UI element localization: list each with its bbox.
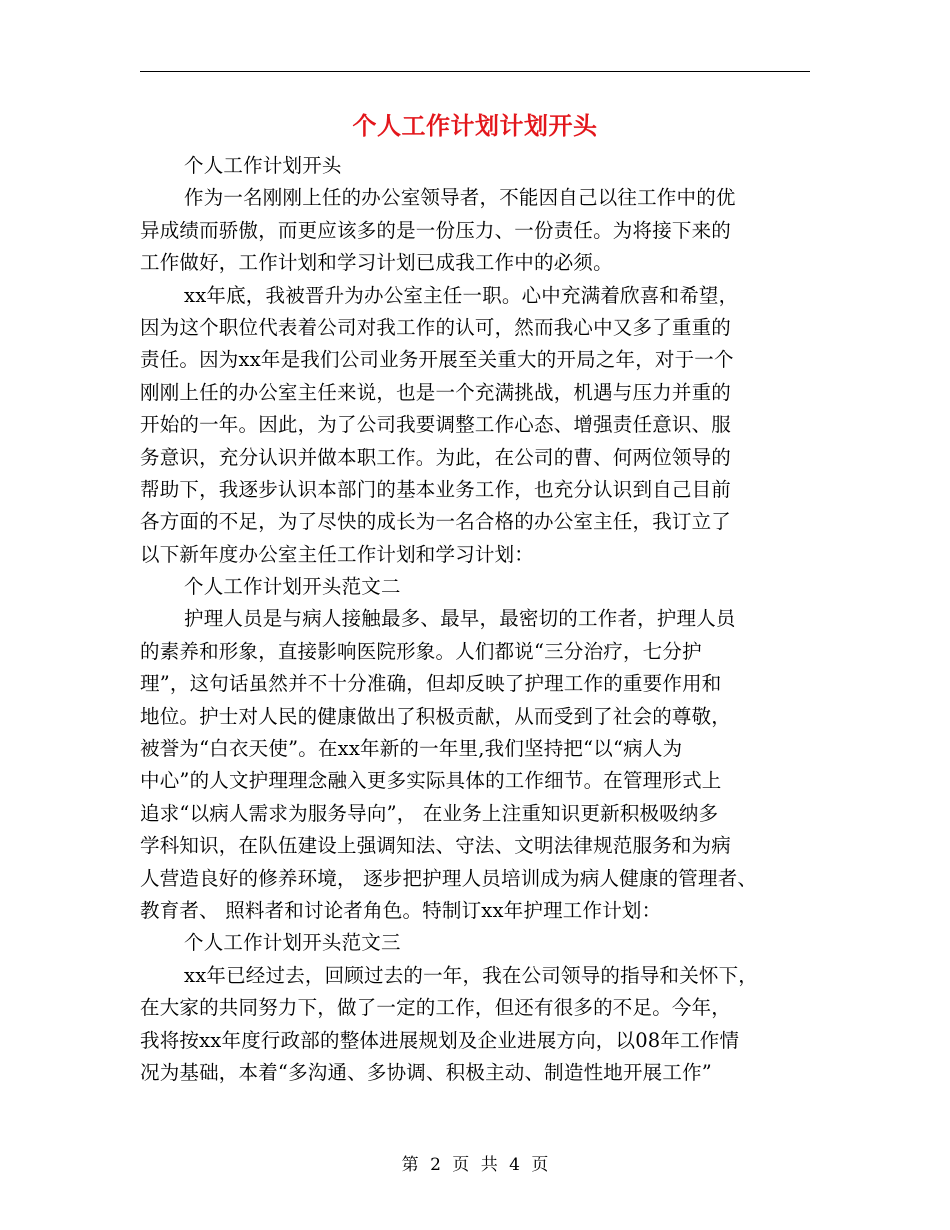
text-line: 个人工作计划开头范文二: [184, 575, 401, 599]
text-line: 刚刚上任的办公室主任来说，也是一个充满挑战，机遇与压力并重的: [140, 380, 732, 404]
text-line: 务意识，充分认识并做本职工作。为此，在公司的曹、何两位领导的: [140, 445, 732, 469]
text-line: 个人工作计划开头: [184, 154, 342, 177]
page-footer: 第 2 页 共 4 页: [401, 1155, 549, 1175]
text-line: 异成绩而骄傲，而更应该多的是一份压力、一份责任。为将接下来的: [140, 218, 732, 242]
text-line: 学科知识，在队伍建设上强调知法、守法、文明法律规范服务和为病: [140, 834, 732, 858]
text-line: xx年底，我被晋升为办公室主任一职。心中充满着欣喜和希望，: [184, 283, 739, 307]
text-line: 人营造良好的修养环境， 逐步把护理人员培训成为病人健康的管理者、: [140, 866, 758, 890]
text-line: 各方面的不足，为了尽快的成长为一名合格的办公室主任，我订立了: [140, 510, 732, 534]
text-line: 作为一名刚刚上任的办公室领导者，不能因自己以往工作中的优: [184, 186, 736, 210]
text-line: 地位。护士对人民的健康做出了积极贡献，从而受到了社会的尊敬，: [140, 704, 732, 728]
text-line: 的素养和形象，直接影响医院形象。人们都说“三分治疗，七分护: [140, 639, 702, 663]
text-line: 追求“以病人需求为服务导向”， 在业务上注重知识更新积极吸纳多: [140, 801, 719, 825]
document-body: [140, 150, 820, 1089]
text-line: 以下新年度办公室主任工作计划和学习计划：: [140, 542, 535, 566]
text-line: 个人工作计划开头范文三: [184, 931, 401, 955]
text-line: 工作做好，工作计划和学习计划已成我工作中的必须。: [140, 251, 613, 275]
text-line: 因为这个职位代表着公司对我工作的认可，然而我心中又多了重重的: [140, 315, 732, 339]
text-line: 护理人员是与病人接触最多、最早，最密切的工作者，护理人员: [184, 607, 736, 631]
text-line: 责任。因为xx年是我们公司业务开展至关重大的开局之年，对于一个: [140, 348, 734, 372]
text-line: xx年已经过去，回顾过去的一年，我在公司领导的指导和关怀下，: [184, 963, 758, 987]
text-line: 教育者、 照料者和讨论者角色。特制订xx年护理工作计划：: [140, 898, 662, 922]
document-title: 个人工作计划计划开头: [352, 111, 598, 140]
text-line: 中心”的人文护理理念融入更多实际具体的工作细节。在管理形式上: [140, 769, 722, 793]
text-line: 被誉为“白衣天使”。在xx年新的一年里,我们坚持把“以“病人为: [140, 737, 683, 761]
text-line: 帮助下，我逐步认识本部门的基本业务工作，也充分认识到自己目前: [140, 477, 732, 501]
text-line: 况为基础，本着“多沟通、多协调、积极主动、制造性地开展工作”: [140, 1060, 712, 1084]
text-line: 开始的一年。因此，为了公司我要调整工作心态、增强责任意识、服: [140, 413, 732, 437]
text-line: 我将按xx年度行政部的整体进展规划及企业进展方向，以08年工作情: [140, 1028, 740, 1052]
text-line: 在大家的共同努力下，做了一定的工作，但还有很多的不足。今年，: [140, 996, 732, 1020]
text-line: 理”，这句话虽然并不十分准确，但却反映了护理工作的重要作用和: [140, 672, 722, 696]
header-rule: [140, 71, 810, 72]
